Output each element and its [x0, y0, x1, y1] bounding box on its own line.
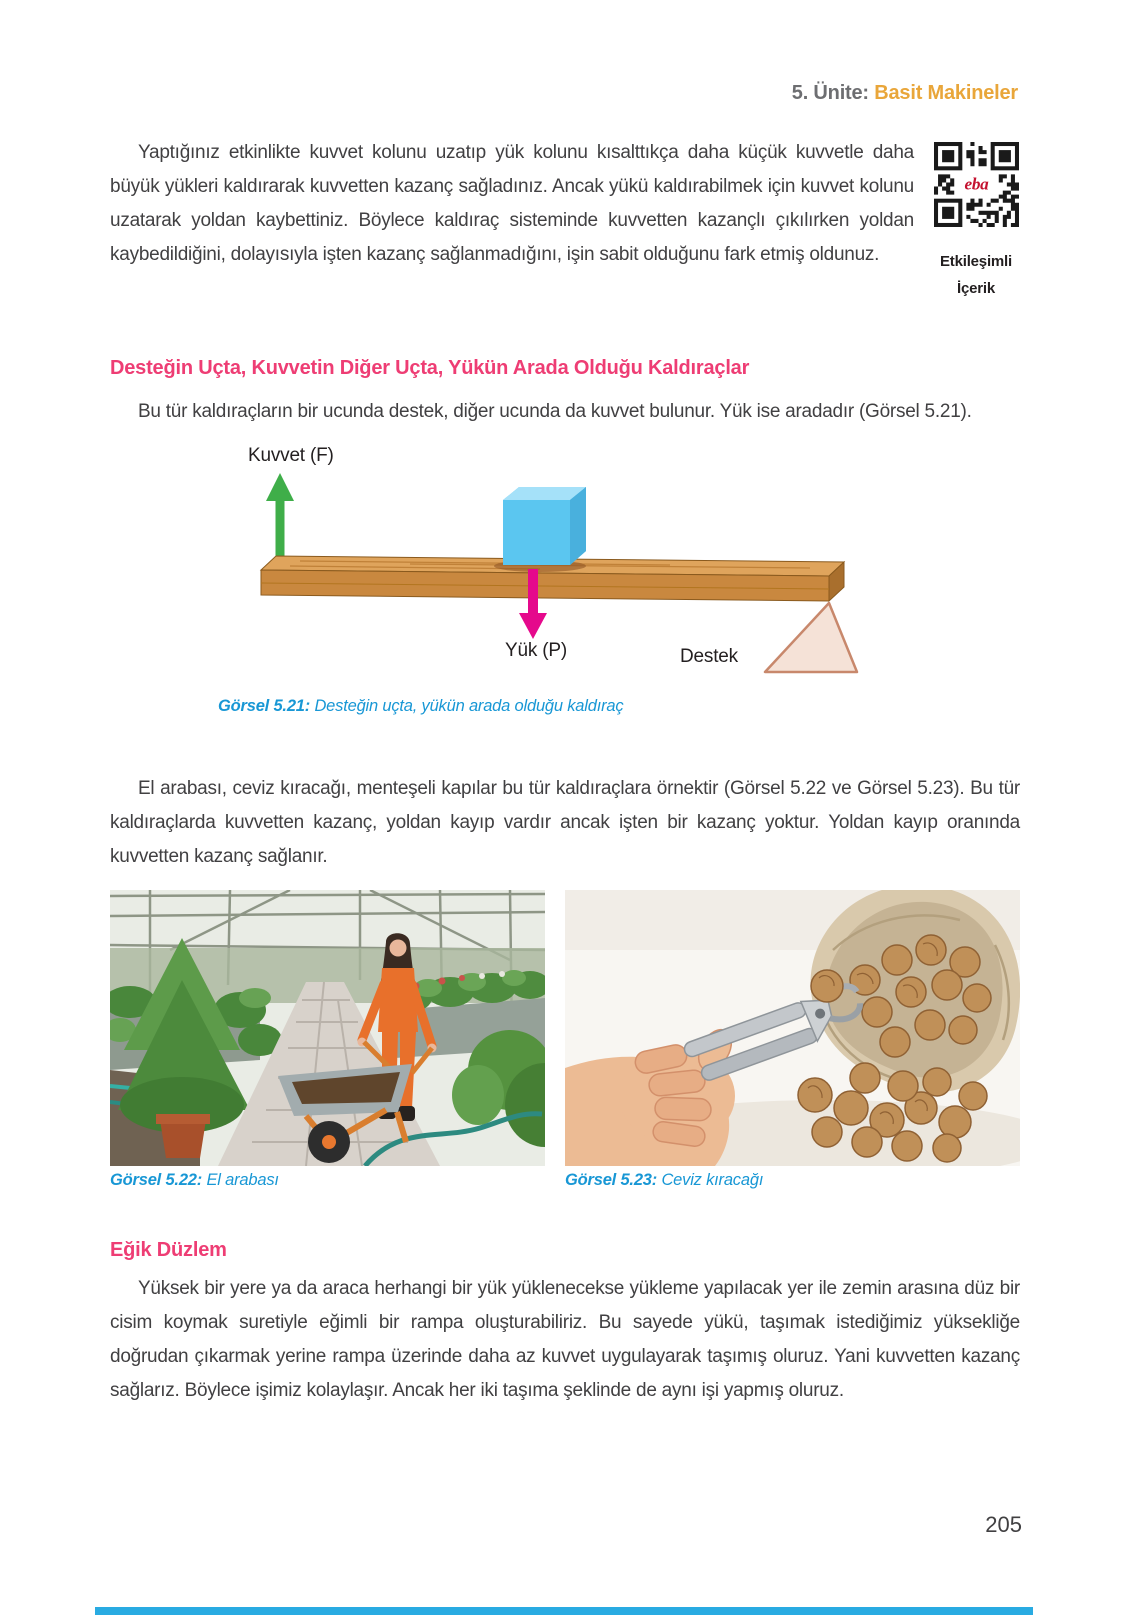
qr-code	[934, 142, 1019, 227]
load-cube	[503, 487, 586, 565]
figure-5-21-caption-text: Desteğin uçta, yükün arada olduğu kaldıraç	[310, 697, 624, 715]
unit-header	[792, 82, 1018, 105]
qr-caption-line1: Etkileşimli	[939, 253, 1012, 270]
figure-5-23-caption-text: Ceviz kıracağı	[657, 1171, 764, 1189]
figure-5-23-caption	[565, 1171, 763, 1190]
qr-block	[932, 142, 1020, 302]
figure-5-21-caption	[218, 697, 623, 716]
section1-paragraph1: Bu tür kaldıraçların bir ucunda destek, diğer ucunda da kuvvet bulunur. Yük ise aradadır (Görsel 5.21).	[138, 401, 972, 422]
qr-caption-line2: İçerik	[957, 280, 995, 297]
section1-paragraph1-block	[110, 395, 1020, 429]
force-label: Kuvvet (F)	[248, 445, 334, 466]
figure-5-21-caption-number: Görsel 5.21:	[218, 697, 311, 715]
support-label: Destek	[680, 646, 738, 667]
intro-paragraph: Yaptığınız etkinlikte kuvvet kolunu uzatıp yük kolunu kısalttıkça daha küçük kuvvetle daha büyük yükleri kaldırarak kuvvetten kazanç sağladınız. Ancak yükü kaldırabilmek için kuvvet kolunu uzatarak yoldan kaybettiniz. Böylece kaldıraç sisteminde kuvvetten kazançlı çıkılırken yoldan kaybedildiğini, dolayısıyla işten kazanç sağlanmadığını, işin sabit olduğunu fark etmiş oldunuz.	[110, 142, 914, 265]
page-number: 205	[985, 1512, 1022, 1537]
section2-paragraph: Yüksek bir yere ya da araca herhangi bir yük yüklenecekse yükleme yapılacak yer ile zemin arasına düz bir cisim koymak suretiyle eğimli bir rampa oluşturabiliriz. Bu sayede yükü, taşımak istediğimiz yüksekliğe doğrudan çıkarmak yerine rampa üzerinde daha az kuvvet uygulayarak taşımış oluruz. Yani kuvvetten kazanç sağlarız. Böylece işimiz kolaylaşır. Ancak her iki taşıma şeklinde de aynı işi yapmış oluruz.	[110, 1278, 1020, 1401]
footer-rule	[95, 1607, 1033, 1615]
intro-paragraph-block	[110, 136, 1020, 308]
eba-logo: eba	[963, 174, 989, 194]
section1-heading: Desteğin Uçta, Kuvvetin Diğer Uçta, Yükün Arada Olduğu Kaldıraçlar	[110, 357, 750, 379]
figure-5-22-caption-number: Görsel 5.22:	[110, 1171, 203, 1189]
figure-5-23-caption-number: Görsel 5.23:	[565, 1171, 658, 1189]
section2-paragraph-block	[110, 1272, 1020, 1408]
figure-5-22-caption-text: El arabası	[202, 1171, 279, 1189]
section1-paragraph2: El arabası, ceviz kıracağı, menteşeli kapılar bu tür kaldıraçlara örnektir (Görsel 5.22 ve Görsel 5.23). Bu tür kaldıraçlarda kuvvetten kazanç, yoldan kayıp vardır ancak işten bir kazanç yoktur. Yoldan kayıp oranında kuvvetten kazanç sağlanır.	[110, 778, 1020, 867]
walnut-in-jaws	[811, 970, 843, 1002]
section1-paragraph2-block	[110, 772, 1020, 874]
load-label: Yük (P)	[505, 640, 567, 661]
force-arrow-up	[266, 473, 294, 562]
figure-5-22-caption	[110, 1171, 279, 1190]
nutcracker-photo	[565, 890, 1020, 1166]
support-triangle	[765, 603, 857, 672]
unit-title: Basit Makineler	[874, 82, 1018, 104]
unit-number-label: 5. Ünite:	[791, 82, 869, 104]
qr-caption	[932, 248, 1020, 302]
lever-diagram	[110, 443, 1022, 695]
section2-heading: Eğik Düzlem	[110, 1239, 227, 1261]
wheelbarrow-photo	[110, 890, 545, 1166]
